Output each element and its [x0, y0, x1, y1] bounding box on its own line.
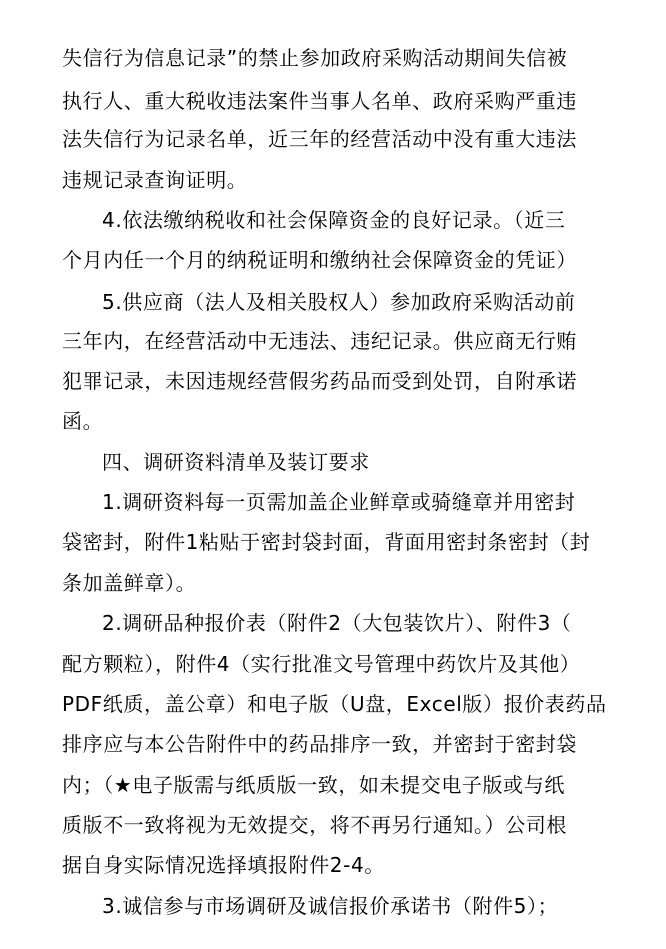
- text-line: 执行人、重大税收违法案件当事人名单、政府采购严重违: [62, 89, 577, 113]
- text-line: 内；（★电子版需与纸质版一致，如未提交电子版或与纸: [62, 773, 565, 797]
- section-heading: 四、调研资料清单及装订要求: [102, 450, 370, 474]
- text-line: 个月内任一个月的纳税证明和缴纳社会保障资金的凭证）: [62, 248, 577, 272]
- text-line: PDF纸质，盖公章）和电子版（U盘，Excel版）报价表药品: [62, 692, 607, 716]
- text-line: 排序应与本公告附件中的药品排序一致，并密封于密封袋: [62, 732, 577, 756]
- text-line: 3.诚信参与市场调研及诚信报价承诺书（附件5）；: [102, 894, 559, 918]
- text-line: 袋密封，附件1粘贴于密封袋封面，背面用密封条密封（封: [62, 530, 591, 554]
- text-line: 4.依法缴纳税收和社会保障资金的良好记录。（近三: [102, 208, 566, 232]
- text-line: 质版不一致将视为无效提交，将不再另行通知。）公司根: [62, 813, 567, 837]
- text-line: 三年内，在经营活动中无违法、违纪记录。供应商无行贿: [62, 329, 577, 353]
- text-line: 2.调研品种报价表（附件2（大包装饮片）、附件3（: [102, 611, 572, 635]
- text-line: 法失信行为记录名单，近三年的经营活动中没有重大违法: [62, 127, 577, 151]
- text-line: 据自身实际情况选择填报附件2-4。: [62, 853, 385, 877]
- text-line: 违规记录查询证明。: [62, 168, 248, 192]
- text-line: 1.调研资料每一页需加盖企业鲜章或骑缝章并用密封: [102, 490, 576, 514]
- text-line: 失信行为信息记录”的禁止参加政府采购活动期间失信被: [62, 46, 568, 70]
- text-line: 条加盖鲜章）。: [62, 571, 197, 595]
- text-line: 函。: [62, 409, 104, 433]
- text-line: 5.供应商（法人及相关股权人）参加政府采购活动前: [102, 290, 576, 314]
- text-line: 犯罪记录，未因违规经营假劣药品而受到处罚，自附承诺: [62, 369, 577, 393]
- text-line: 配方颗粒），附件4（实行批准文号管理中药饮片及其他）: [62, 652, 581, 676]
